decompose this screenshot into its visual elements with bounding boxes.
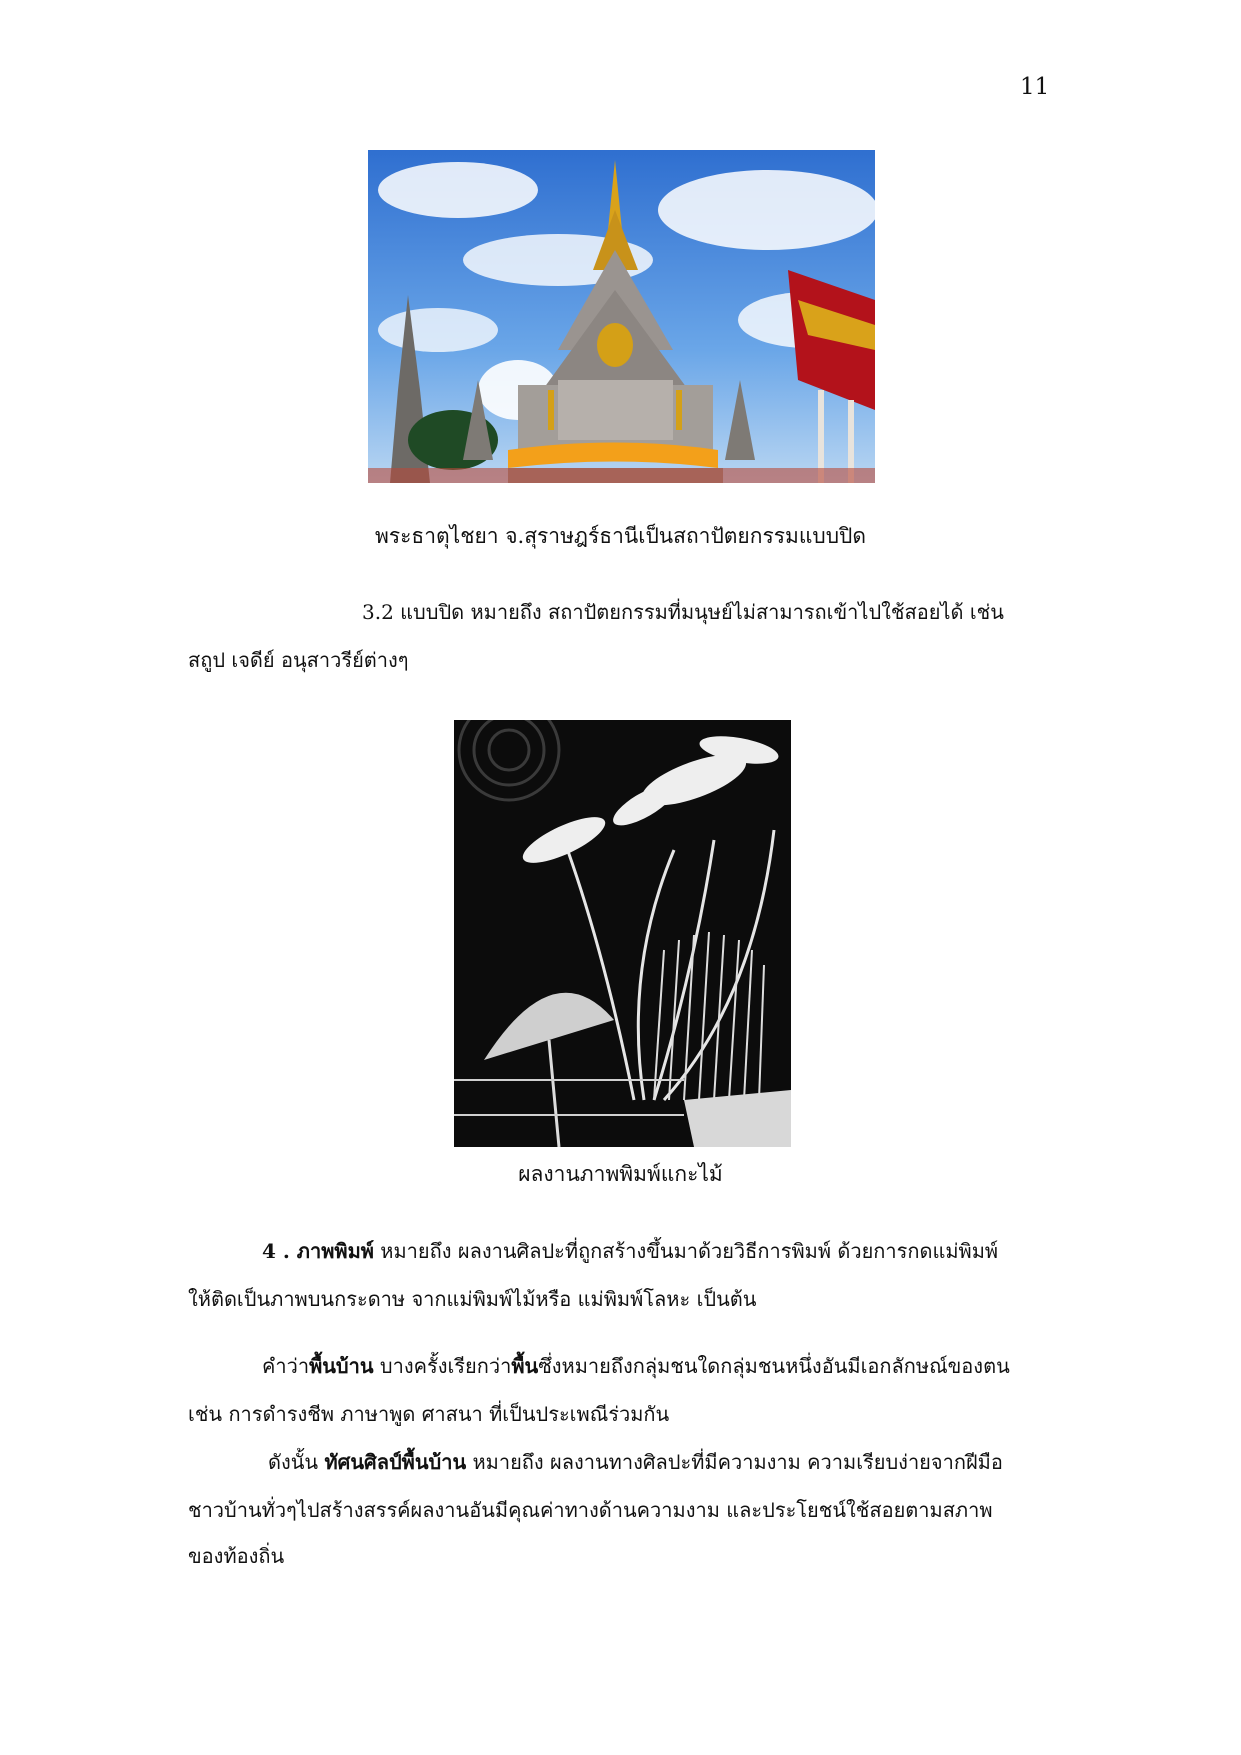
- folk-paragraph-line1: [262, 1350, 1010, 1382]
- section-4-line2: ให้ติดเป็นภาพบนกระดาษ จากแม่พิมพ์ไม้หรือ แม่พิมพ์โลหะ เป็นต้น: [188, 1287, 757, 1311]
- therefore-text-a: ดังนั้น: [268, 1450, 325, 1474]
- figure2-caption: ผลงานภาพพิมพ์แกะไม้: [518, 1162, 723, 1186]
- section-4-heading: 4 . ภาพพิมพ์: [262, 1239, 374, 1263]
- folk-art-paragraph-line2: ชาวบ้านทั่วๆไปสร้างสรรค์ผลงานอันมีคุณค่าทางด้านความงาม และประโยชน์ใช้สอยตามสภาพ: [188, 1498, 993, 1522]
- folk-paragraph-line2: เช่น การดำรงชีพ ภาษาพูด ศาสนา ที่เป็นประเพณีร่วมกัน: [188, 1402, 670, 1426]
- section-3-2-line1: 3.2 แบบปิด หมายถึง สถาปัตยกรรมที่มนุษย์ไม่สามารถเข้าไปใช้สอยได้ เช่น: [362, 600, 1004, 624]
- figure1-caption: พระธาตุไชยา จ.สุราษฎร์ธานีเป็นสถาปัตยกรรมแบบปิด: [374, 524, 867, 548]
- section-4-line1: [262, 1235, 998, 1267]
- folk-art-paragraph-line3: ของท้องถิ่น: [188, 1544, 285, 1568]
- woodcut-print: [454, 720, 791, 1147]
- folk-visual-art-term: ทัศนศิลป์พื้นบ้าน: [324, 1450, 467, 1474]
- page-number: 11: [1020, 74, 1050, 100]
- woodcut-print-icon: [454, 720, 791, 1147]
- section-3-2-line2: สถูป เจดีย์ อนุสาวรีย์ต่างๆ: [188, 648, 409, 672]
- folk-text-e: ซึ่งหมายถึงกลุ่มชนใดกลุ่มชนหนึ่งอันมีเอกลักษณ์ของตน: [538, 1354, 1010, 1378]
- stupa-photo-icon: [368, 150, 875, 483]
- folk-text-c: บางครั้งเรียกว่า: [373, 1354, 512, 1378]
- folk-art-paragraph-line1: [268, 1446, 1003, 1478]
- section-4-line1-text: หมายถึง ผลงานศิลปะที่ถูกสร้างขึ้นมาด้วยวิธีการพิมพ์ ด้วยการกดแม่พิมพ์: [373, 1239, 999, 1263]
- stupa-photo: [368, 150, 875, 483]
- folk-term-short: พื้น: [511, 1354, 539, 1378]
- folk-term: พื้นบ้าน: [309, 1354, 374, 1378]
- therefore-text-c: หมายถึง ผลงานทางศิลปะที่มีความงาม ความเรียบง่ายจากฝีมือ: [466, 1450, 1003, 1474]
- folk-text-a: คำว่า: [262, 1354, 310, 1378]
